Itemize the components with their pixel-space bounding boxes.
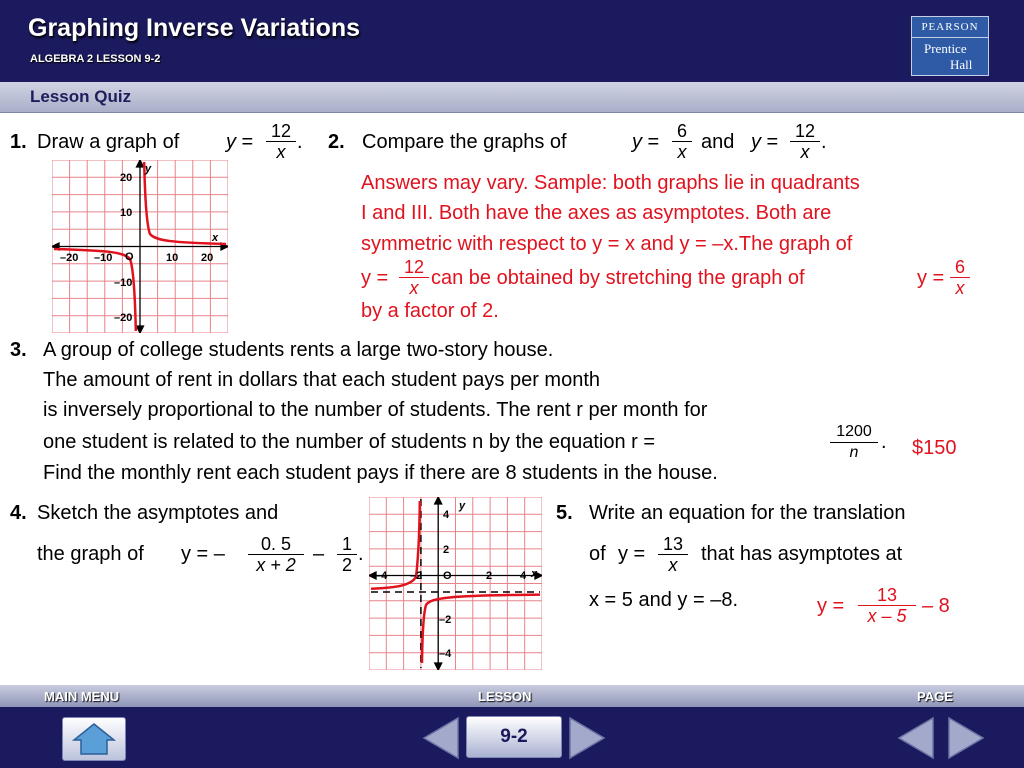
q1-fraction: $\frac{12}{x}$ (266, 121, 296, 162)
q4-fraction-2: $\frac{1}{2}$ (337, 534, 357, 575)
q1-text: Draw a graph of (37, 131, 180, 153)
left-arrow-icon (899, 718, 933, 758)
graph4-xtick-2: –2 (410, 570, 423, 582)
q2-eq1-lhs: y = (632, 131, 660, 153)
q5-number: 5. (556, 502, 573, 524)
q4-line1: Sketch the asymptotes and (37, 502, 279, 524)
q4-fraction-1: $\frac{0. 5}{x + 2}$ (248, 534, 304, 575)
logo-line1: Prentice (924, 41, 967, 56)
q2-answer-line4-y: y = (917, 267, 945, 289)
q5-line2-post: that has asymptotes at (701, 543, 903, 565)
graph4-ylabel: y (459, 500, 466, 512)
right-arrow-icon (949, 718, 983, 758)
section-title: Lesson Quiz (30, 87, 132, 106)
previous-lesson-button[interactable] (421, 716, 461, 760)
q3-period: . (881, 431, 887, 453)
q5-answer-rest: – 8 (922, 595, 950, 617)
main-menu-button[interactable] (62, 717, 126, 761)
graph1-ylabel: y (145, 163, 152, 175)
q5-line2-lhs: y = (618, 543, 646, 565)
q2-answer-line4-lhs: y = (361, 267, 389, 289)
q1-eq-lhs: y = (226, 131, 254, 153)
left-arrow-icon (424, 718, 458, 758)
graph1-origin: O (125, 251, 134, 263)
next-lesson-button[interactable] (567, 716, 607, 760)
q2-answer-line2: I and III. Both have the axes as asymptotes. Both are (361, 202, 832, 224)
q2-answer-line4-mid: can be obtained by stretching the graph of (431, 267, 805, 289)
q2-answer-line5: by a factor of 2. (361, 300, 499, 322)
graph4-xtick-3: 2 (486, 570, 493, 582)
q3-line1: A group of college students rents a large two-story house. (43, 339, 554, 361)
graph4-ytick-3: –2 (439, 614, 452, 626)
graph1-xtick-3: 10 (166, 252, 179, 264)
q2-fraction-2: $\frac{12}{x}$ (790, 121, 820, 162)
home-icon (63, 718, 125, 760)
graph1-xtick-2: –10 (94, 252, 113, 264)
q4-number: 4. (10, 502, 27, 524)
page-label: PAGE (917, 689, 953, 704)
graph1-xlabel: x (212, 232, 219, 244)
graph1-ytick-2: 10 (120, 207, 133, 219)
publisher-logo (911, 16, 989, 76)
graph1-xtick-1: –20 (60, 252, 79, 264)
graph4-xtick-4: 4 (520, 570, 527, 582)
q3-line2: The amount of rent in dollars that each student pays per month (43, 369, 600, 391)
graph1-ytick-1: 20 (120, 172, 133, 184)
q3-answer: $150 (912, 437, 957, 459)
lesson-subtitle: ALGEBRA 2 LESSON 9-2 (30, 53, 161, 65)
q3-line3: is inversely proportional to the number of students. The rent r per month for (43, 399, 708, 421)
previous-page-button[interactable] (896, 716, 936, 760)
q2-answer-line1: Answers may vary. Sample: both graphs lie in quadrants (361, 172, 860, 194)
q5-line3: x = 5 and y = –8. (589, 589, 738, 611)
graph4-xlabel: x (531, 568, 538, 580)
q4-minus: – (313, 543, 325, 565)
q3-number: 3. (10, 339, 27, 361)
graph1-ytick-3: –10 (114, 277, 133, 289)
graph1-ytick-4: –20 (114, 312, 133, 324)
q2-answer-fraction-1: $\frac{12}{x}$ (399, 257, 429, 298)
lesson-button[interactable]: 9-2 (466, 716, 562, 758)
q5-line2-pre: of (589, 543, 606, 565)
graph4-origin: O (443, 570, 452, 582)
q5-line1: Write an equation for the translation (589, 502, 906, 524)
graph1-axes (52, 160, 228, 333)
q2-fraction-1: $\frac{6}{x}$ (672, 121, 692, 162)
graph4-ytick-2: 2 (443, 544, 450, 556)
graph4-xtick-1: –4 (375, 570, 388, 582)
q2-and: and (701, 131, 735, 153)
header-bar (0, 0, 1024, 82)
q1-number: 1. (10, 131, 27, 153)
graph1-xtick-4: 20 (201, 252, 214, 264)
right-arrow-icon (570, 718, 604, 758)
page-title: Graphing Inverse Variations (28, 14, 361, 42)
q5-fraction: $\frac{13}{x}$ (658, 534, 688, 575)
q4-period: . (358, 543, 364, 565)
q5-answer-lhs: y = (817, 595, 845, 617)
main-menu-label: MAIN MENU (44, 689, 120, 704)
footer-label-strip (0, 685, 1024, 707)
lesson-label: LESSON (478, 689, 532, 704)
section-bar (0, 82, 1024, 113)
q4-line2: the graph of (37, 543, 144, 565)
graph-1 (52, 160, 228, 333)
q3-line5: Find the monthly rent each student pays if there are 8 students in the house. (43, 462, 718, 484)
q2-eq2-lhs: y = (751, 131, 779, 153)
logo-line2: Hall (950, 57, 973, 72)
q4-eq-lhs: y = – (181, 543, 225, 565)
q5-answer-fraction: $\frac{13}{x - 5}$ (858, 585, 916, 626)
q2-text: Compare the graphs of (362, 131, 567, 153)
graph4-ytick-4: –4 (439, 648, 452, 660)
q2-answer-fraction-2: $\frac{6}{x}$ (950, 257, 970, 298)
q2-number: 2. (328, 131, 345, 153)
logo-top-text: PEARSON (912, 17, 988, 38)
q1-period: . (297, 131, 303, 153)
graph4-grid (369, 497, 542, 670)
q2-period: . (821, 131, 827, 153)
next-page-button[interactable] (946, 716, 986, 760)
q2-answer-line3: symmetric with respect to y = x and y = –x.The graph of (361, 233, 853, 255)
graph4-ytick-1: 4 (443, 509, 450, 521)
graph-4 (369, 497, 542, 670)
q3-line4: one student is related to the number of students n by the equation r = (43, 431, 656, 453)
q3-fraction: $\frac{1200}{n}$ (830, 422, 878, 463)
